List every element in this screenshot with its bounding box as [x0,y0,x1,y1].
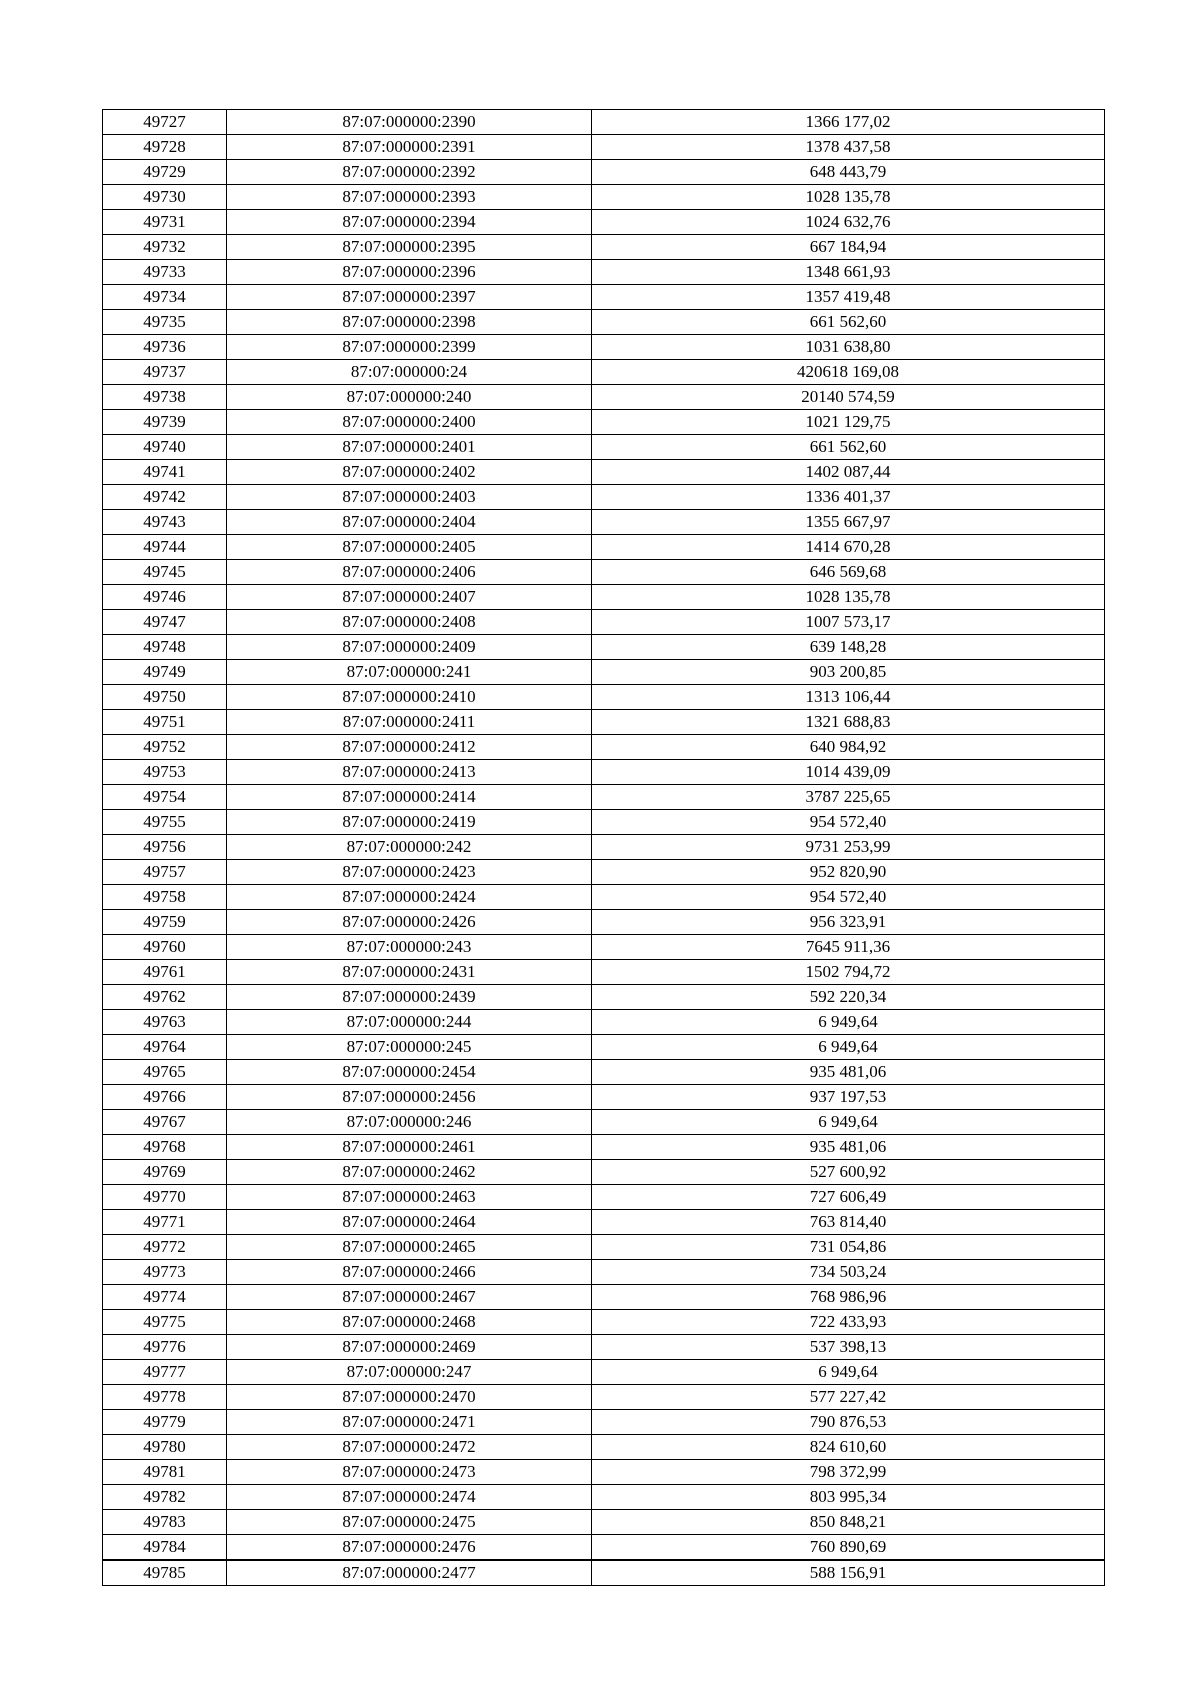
cadastral-number-cell: 87:07:000000:2408 [227,610,592,635]
table-row [103,1160,1105,1185]
row-number-cell: 49774 [103,1285,227,1310]
row-number-cell: 49784 [103,1535,227,1561]
cadastral-number-cell: 87:07:000000:2431 [227,960,592,985]
value-cell: 727 606,49 [592,1185,1105,1210]
cadastral-value-table [102,109,1105,1586]
value-cell: 954 572,40 [592,810,1105,835]
value-cell: 1502 794,72 [592,960,1105,985]
row-number-cell: 49741 [103,460,227,485]
cadastral-number-cell: 87:07:000000:2465 [227,1235,592,1260]
table-row [103,735,1105,760]
row-number-cell: 49737 [103,360,227,385]
value-cell: 6 949,64 [592,1035,1105,1060]
value-cell: 935 481,06 [592,1060,1105,1085]
row-number-cell: 49763 [103,1010,227,1035]
cadastral-number-cell: 87:07:000000:2414 [227,785,592,810]
value-cell: 7645 911,36 [592,935,1105,960]
row-number-cell: 49727 [103,110,227,135]
table-body [103,110,1105,1586]
row-number-cell: 49748 [103,635,227,660]
value-cell: 1007 573,17 [592,610,1105,635]
value-cell: 1366 177,02 [592,110,1105,135]
row-number-cell: 49752 [103,735,227,760]
cadastral-number-cell: 87:07:000000:2439 [227,985,592,1010]
value-cell: 588 156,91 [592,1560,1105,1586]
table-row [103,1235,1105,1260]
cadastral-number-cell: 87:07:000000:244 [227,1010,592,1035]
row-number-cell: 49730 [103,185,227,210]
row-number-cell: 49761 [103,960,227,985]
table-row [103,1560,1105,1586]
cadastral-number-cell: 87:07:000000:2477 [227,1560,592,1586]
cadastral-number-cell: 87:07:000000:2409 [227,635,592,660]
table-row [103,835,1105,860]
value-cell: 6 949,64 [592,1110,1105,1135]
cadastral-number-cell: 87:07:000000:2406 [227,560,592,585]
row-number-cell: 49766 [103,1085,227,1110]
row-number-cell: 49777 [103,1360,227,1385]
value-cell: 592 220,34 [592,985,1105,1010]
row-number-cell: 49753 [103,760,227,785]
cadastral-number-cell: 87:07:000000:2390 [227,110,592,135]
value-cell: 1313 106,44 [592,685,1105,710]
table-row [103,785,1105,810]
cadastral-number-cell: 87:07:000000:2471 [227,1410,592,1435]
row-number-cell: 49728 [103,135,227,160]
value-cell: 9731 253,99 [592,835,1105,860]
row-number-cell: 49740 [103,435,227,460]
table-row [103,1260,1105,1285]
cadastral-number-cell: 87:07:000000:241 [227,660,592,685]
table-row [103,360,1105,385]
table-row [103,985,1105,1010]
row-number-cell: 49762 [103,985,227,1010]
value-cell: 20140 574,59 [592,385,1105,410]
cadastral-number-cell: 87:07:000000:2410 [227,685,592,710]
cadastral-number-cell: 87:07:000000:2393 [227,185,592,210]
table-row [103,1535,1105,1561]
row-number-cell: 49772 [103,1235,227,1260]
cadastral-number-cell: 87:07:000000:2407 [227,585,592,610]
table-row [103,635,1105,660]
cadastral-number-cell: 87:07:000000:2395 [227,235,592,260]
table-row [103,510,1105,535]
value-cell: 537 398,13 [592,1335,1105,1360]
value-cell: 1014 439,09 [592,760,1105,785]
table-row [103,285,1105,310]
value-cell: 6 949,64 [592,1360,1105,1385]
row-number-cell: 49771 [103,1210,227,1235]
row-number-cell: 49729 [103,160,227,185]
table-row [103,685,1105,710]
cadastral-number-cell: 87:07:000000:2472 [227,1435,592,1460]
value-cell: 646 569,68 [592,560,1105,585]
table-row [103,160,1105,185]
table-row [103,1360,1105,1385]
row-number-cell: 49751 [103,710,227,735]
value-cell: 798 372,99 [592,1460,1105,1485]
row-number-cell: 49767 [103,1110,227,1135]
table-row [103,810,1105,835]
row-number-cell: 49746 [103,585,227,610]
table-row [103,1060,1105,1085]
cadastral-number-cell: 87:07:000000:247 [227,1360,592,1385]
cadastral-number-cell: 87:07:000000:2423 [227,860,592,885]
cadastral-number-cell: 87:07:000000:2419 [227,810,592,835]
table-row [103,885,1105,910]
row-number-cell: 49773 [103,1260,227,1285]
row-number-cell: 49732 [103,235,227,260]
cadastral-number-cell: 87:07:000000:2463 [227,1185,592,1210]
cadastral-number-cell: 87:07:000000:2412 [227,735,592,760]
row-number-cell: 49756 [103,835,227,860]
value-cell: 577 227,42 [592,1385,1105,1410]
value-cell: 1414 670,28 [592,535,1105,560]
row-number-cell: 49734 [103,285,227,310]
value-cell: 1402 087,44 [592,460,1105,485]
table-row [103,435,1105,460]
row-number-cell: 49779 [103,1410,227,1435]
table-row [103,935,1105,960]
cadastral-number-cell: 87:07:000000:2476 [227,1535,592,1561]
table-row [103,1510,1105,1535]
table-row [103,385,1105,410]
cadastral-number-cell: 87:07:000000:2400 [227,410,592,435]
cadastral-number-cell: 87:07:000000:2464 [227,1210,592,1235]
row-number-cell: 49781 [103,1460,227,1485]
table-row [103,1310,1105,1335]
table-row [103,410,1105,435]
cadastral-number-cell: 87:07:000000:2398 [227,310,592,335]
value-cell: 734 503,24 [592,1260,1105,1285]
table-row [103,1485,1105,1510]
table-row [103,135,1105,160]
value-cell: 903 200,85 [592,660,1105,685]
row-number-cell: 49785 [103,1560,227,1586]
cadastral-number-cell: 87:07:000000:2473 [227,1460,592,1485]
cadastral-number-cell: 87:07:000000:2456 [227,1085,592,1110]
value-cell: 1028 135,78 [592,585,1105,610]
table-row [103,1335,1105,1360]
value-cell: 1355 667,97 [592,510,1105,535]
cadastral-number-cell: 87:07:000000:2404 [227,510,592,535]
value-cell: 1031 638,80 [592,335,1105,360]
value-cell: 1021 129,75 [592,410,1105,435]
cadastral-number-cell: 87:07:000000:2474 [227,1485,592,1510]
row-number-cell: 49744 [103,535,227,560]
value-cell: 640 984,92 [592,735,1105,760]
value-cell: 1028 135,78 [592,185,1105,210]
table-row [103,485,1105,510]
table-row [103,210,1105,235]
table-row [103,110,1105,135]
cadastral-number-cell: 87:07:000000:2462 [227,1160,592,1185]
table-row [103,1285,1105,1310]
cadastral-number-cell: 87:07:000000:243 [227,935,592,960]
table-row [103,560,1105,585]
cadastral-number-cell: 87:07:000000:2403 [227,485,592,510]
value-cell: 768 986,96 [592,1285,1105,1310]
value-cell: 661 562,60 [592,435,1105,460]
value-cell: 952 820,90 [592,860,1105,885]
cadastral-number-cell: 87:07:000000:2426 [227,910,592,935]
table-row [103,1210,1105,1235]
row-number-cell: 49745 [103,560,227,585]
value-cell: 648 443,79 [592,160,1105,185]
table-row [103,260,1105,285]
row-number-cell: 49757 [103,860,227,885]
table-row [103,460,1105,485]
table-row [103,1385,1105,1410]
table-row [103,1010,1105,1035]
value-cell: 667 184,94 [592,235,1105,260]
cadastral-number-cell: 87:07:000000:2392 [227,160,592,185]
cadastral-number-cell: 87:07:000000:2468 [227,1310,592,1335]
row-number-cell: 49769 [103,1160,227,1185]
row-number-cell: 49765 [103,1060,227,1085]
table-row [103,710,1105,735]
row-number-cell: 49776 [103,1335,227,1360]
value-cell: 1336 401,37 [592,485,1105,510]
cadastral-number-cell: 87:07:000000:242 [227,835,592,860]
table-row [103,610,1105,635]
row-number-cell: 49754 [103,785,227,810]
cadastral-number-cell: 87:07:000000:2424 [227,885,592,910]
value-cell: 1348 661,93 [592,260,1105,285]
table-row [103,1435,1105,1460]
cadastral-number-cell: 87:07:000000:2469 [227,1335,592,1360]
row-number-cell: 49755 [103,810,227,835]
value-cell: 1357 419,48 [592,285,1105,310]
value-cell: 1321 688,83 [592,710,1105,735]
cadastral-number-cell: 87:07:000000:246 [227,1110,592,1135]
cadastral-number-cell: 87:07:000000:245 [227,1035,592,1060]
row-number-cell: 49738 [103,385,227,410]
table-row [103,660,1105,685]
row-number-cell: 49747 [103,610,227,635]
row-number-cell: 49780 [103,1435,227,1460]
value-cell: 850 848,21 [592,1510,1105,1535]
row-number-cell: 49778 [103,1385,227,1410]
table-row [103,1035,1105,1060]
cadastral-number-cell: 87:07:000000:2401 [227,435,592,460]
cadastral-number-cell: 87:07:000000:2394 [227,210,592,235]
row-number-cell: 49739 [103,410,227,435]
row-number-cell: 49733 [103,260,227,285]
row-number-cell: 49783 [103,1510,227,1535]
cadastral-number-cell: 87:07:000000:2399 [227,335,592,360]
table-row [103,1110,1105,1135]
cadastral-number-cell: 87:07:000000:24 [227,360,592,385]
value-cell: 6 949,64 [592,1010,1105,1035]
cadastral-number-cell: 87:07:000000:2466 [227,1260,592,1285]
row-number-cell: 49759 [103,910,227,935]
table-row [103,1185,1105,1210]
cadastral-number-cell: 87:07:000000:2391 [227,135,592,160]
value-cell: 790 876,53 [592,1410,1105,1435]
table-row [103,310,1105,335]
cadastral-number-cell: 87:07:000000:240 [227,385,592,410]
row-number-cell: 49750 [103,685,227,710]
cadastral-number-cell: 87:07:000000:2461 [227,1135,592,1160]
value-cell: 956 323,91 [592,910,1105,935]
table-row [103,1460,1105,1485]
value-cell: 937 197,53 [592,1085,1105,1110]
row-number-cell: 49782 [103,1485,227,1510]
row-number-cell: 49760 [103,935,227,960]
value-cell: 3787 225,65 [592,785,1105,810]
row-number-cell: 49743 [103,510,227,535]
cadastral-number-cell: 87:07:000000:2397 [227,285,592,310]
value-cell: 824 610,60 [592,1435,1105,1460]
cadastral-number-cell: 87:07:000000:2405 [227,535,592,560]
value-cell: 1378 437,58 [592,135,1105,160]
cadastral-number-cell: 87:07:000000:2413 [227,760,592,785]
value-cell: 954 572,40 [592,885,1105,910]
cadastral-number-cell: 87:07:000000:2396 [227,260,592,285]
table-row [103,910,1105,935]
value-cell: 1024 632,76 [592,210,1105,235]
table-row [103,185,1105,210]
table-row [103,585,1105,610]
cadastral-number-cell: 87:07:000000:2470 [227,1385,592,1410]
row-number-cell: 49775 [103,1310,227,1335]
table-row [103,1135,1105,1160]
row-number-cell: 49764 [103,1035,227,1060]
value-cell: 803 995,34 [592,1485,1105,1510]
value-cell: 722 433,93 [592,1310,1105,1335]
cadastral-number-cell: 87:07:000000:2475 [227,1510,592,1535]
row-number-cell: 49768 [103,1135,227,1160]
value-cell: 731 054,86 [592,1235,1105,1260]
table-row [103,335,1105,360]
row-number-cell: 49758 [103,885,227,910]
table-row [103,235,1105,260]
value-cell: 639 148,28 [592,635,1105,660]
value-cell: 527 600,92 [592,1160,1105,1185]
row-number-cell: 49731 [103,210,227,235]
value-cell: 935 481,06 [592,1135,1105,1160]
cadastral-number-cell: 87:07:000000:2467 [227,1285,592,1310]
cadastral-number-cell: 87:07:000000:2411 [227,710,592,735]
table-row [103,760,1105,785]
row-number-cell: 49736 [103,335,227,360]
cadastral-number-cell: 87:07:000000:2402 [227,460,592,485]
value-cell: 661 562,60 [592,310,1105,335]
value-cell: 763 814,40 [592,1210,1105,1235]
value-cell: 420618 169,08 [592,360,1105,385]
cadastral-number-cell: 87:07:000000:2454 [227,1060,592,1085]
value-cell: 760 890,69 [592,1535,1105,1561]
table-row [103,960,1105,985]
row-number-cell: 49749 [103,660,227,685]
table-row [103,860,1105,885]
row-number-cell: 49742 [103,485,227,510]
table-row [103,535,1105,560]
table-row [103,1410,1105,1435]
row-number-cell: 49770 [103,1185,227,1210]
row-number-cell: 49735 [103,310,227,335]
table-row [103,1085,1105,1110]
